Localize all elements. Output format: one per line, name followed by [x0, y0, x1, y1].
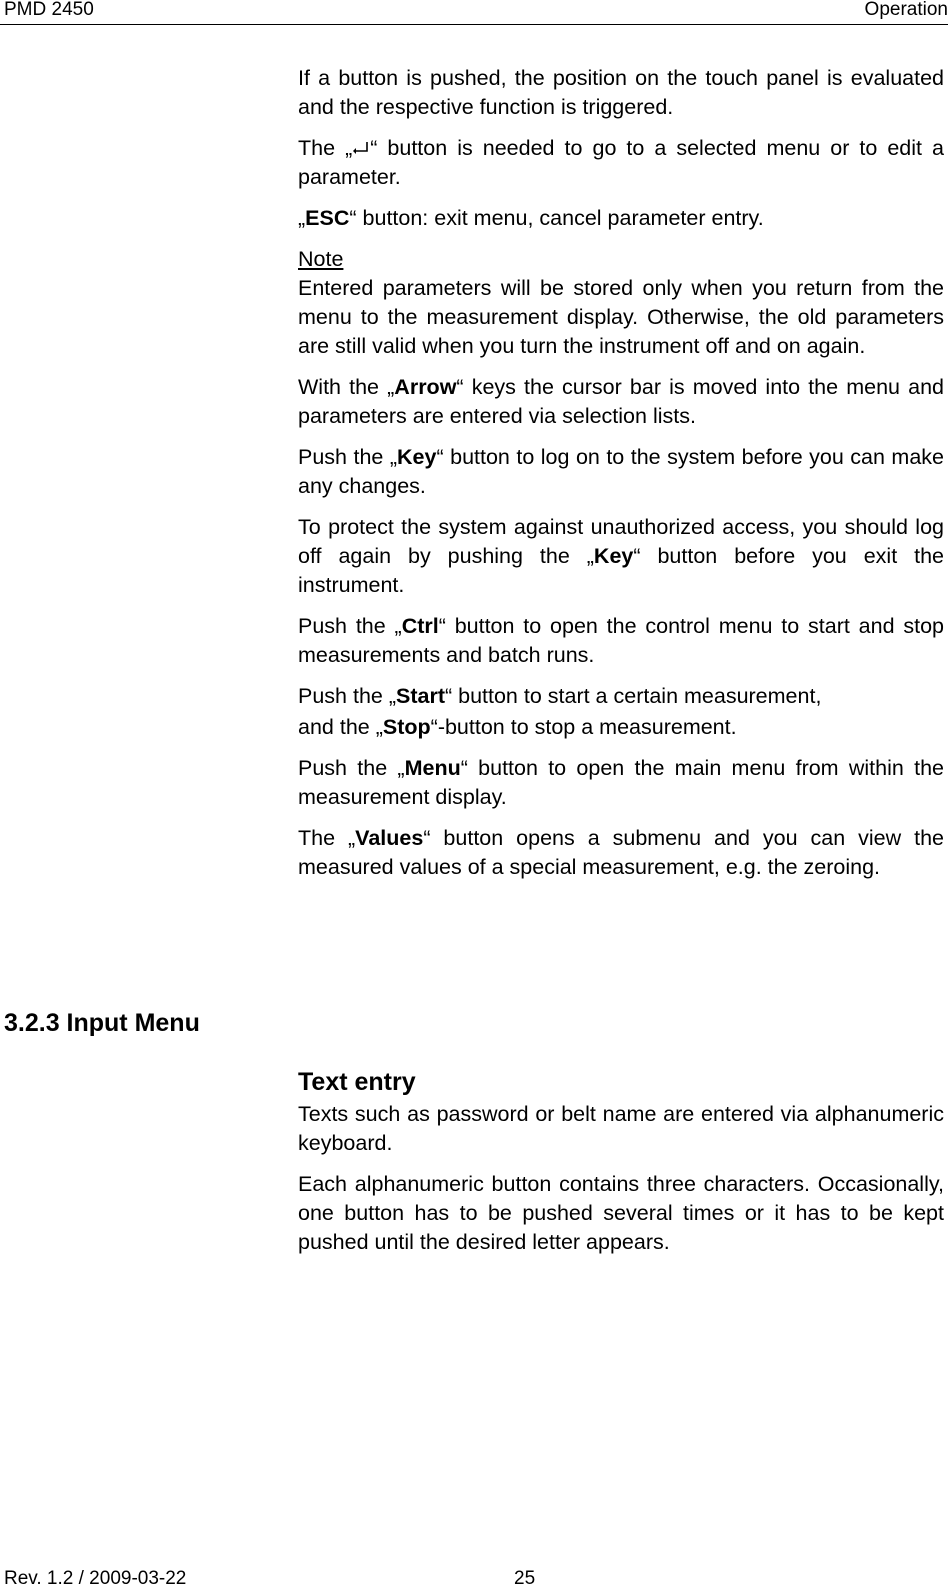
section-body: [298, 1066, 944, 1269]
subsection-heading: Text entry: [298, 1068, 416, 1096]
text-segment: The „: [298, 826, 356, 850]
key-button-label: Key: [593, 544, 634, 568]
paragraph-stop-button: [298, 713, 944, 742]
text-segment: Push the „: [298, 756, 405, 780]
paragraph-values-button: [298, 824, 944, 882]
key-button-label: Key: [397, 445, 437, 469]
paragraph-touch-panel: If a button is pushed, the position on the touch panel is evaluated and the respective function is triggered.: [298, 66, 944, 119]
text-segment: “ keys the cursor bar is moved into the menu and parameters are entered via selection lists.: [298, 375, 944, 428]
document-title: PMD 2450: [4, 0, 94, 20]
section-heading: 3.2.3 Input Menu: [4, 1009, 200, 1037]
text-segment: “ button: exit menu, cancel parameter entry.: [349, 206, 764, 230]
text-segment: Push the „: [298, 445, 398, 469]
paragraph-esc-button: [298, 204, 944, 233]
paragraph-key-logoff: [298, 513, 944, 600]
page-header: [0, 0, 948, 25]
note-label: Note: [298, 247, 344, 271]
text-segment: and the „: [298, 715, 383, 739]
paragraph-text-entry: Texts such as password or belt name are entered via alphanumeric keyboard.: [298, 1102, 944, 1155]
paragraph-start-button: [298, 682, 944, 711]
esc-key-label: ESC: [305, 206, 350, 230]
paragraph-arrow-keys: [298, 373, 944, 431]
text-segment: Push the „: [298, 614, 402, 638]
text-segment: “-button to stop a measurement.: [430, 715, 737, 739]
paragraph-key-logon: [298, 443, 944, 501]
paragraph-ctrl-button: [298, 612, 944, 670]
text-segment: With the „: [298, 375, 395, 399]
text-segment: “ button is needed to go to a selected menu or to edit a parameter.: [298, 136, 944, 189]
text-segment: “ button to open the control menu to start and stop measurements and batch runs.: [298, 614, 945, 667]
start-button-label: Start: [396, 684, 445, 708]
text-segment: “ button opens a submenu and you can view the measured values of a special measurement, e.g. the zeroing.: [298, 826, 944, 879]
paragraph-alphanumeric: Each alphanumeric button contains three characters. Occasionally, one button has to be pushed several times or it has to be kept pushed until the desired letter appears.: [298, 1172, 944, 1254]
text-segment: “ button to log on to the system before you can make any changes.: [298, 445, 944, 498]
revision-label: Rev. 1.2 / 2009-03-22: [4, 1568, 187, 1589]
text-segment: “ button before you exit the instrument.: [298, 544, 945, 597]
note-block: [298, 245, 944, 361]
paragraph-enter-button: [298, 134, 944, 192]
text-segment: To protect the system against unauthorized access, you should log off again by pushing the „: [298, 515, 944, 568]
text-segment: The „: [298, 136, 353, 160]
enter-icon: [352, 140, 370, 156]
chapter-title: Operation: [864, 0, 948, 20]
text-segment: „: [298, 206, 306, 230]
text-segment: “ button to open the main menu from within the measurement display.: [298, 756, 944, 809]
text-segment: Push the „: [298, 684, 396, 708]
note-text: Entered parameters will be stored only when you return from the menu to the measurement display. Otherwise, the old parameters are still valid when you turn the instrument off and on again.: [298, 276, 944, 358]
arrow-key-label: Arrow: [394, 375, 457, 399]
text-segment: “ button to start a certain measurement,: [444, 684, 822, 708]
ctrl-button-label: Ctrl: [401, 614, 439, 638]
body-text: [298, 64, 944, 894]
values-button-label: Values: [355, 826, 424, 850]
paragraph-menu-button: [298, 754, 944, 812]
menu-button-label: Menu: [404, 756, 461, 780]
page-number: 25: [514, 1568, 536, 1589]
stop-button-label: Stop: [382, 715, 431, 739]
